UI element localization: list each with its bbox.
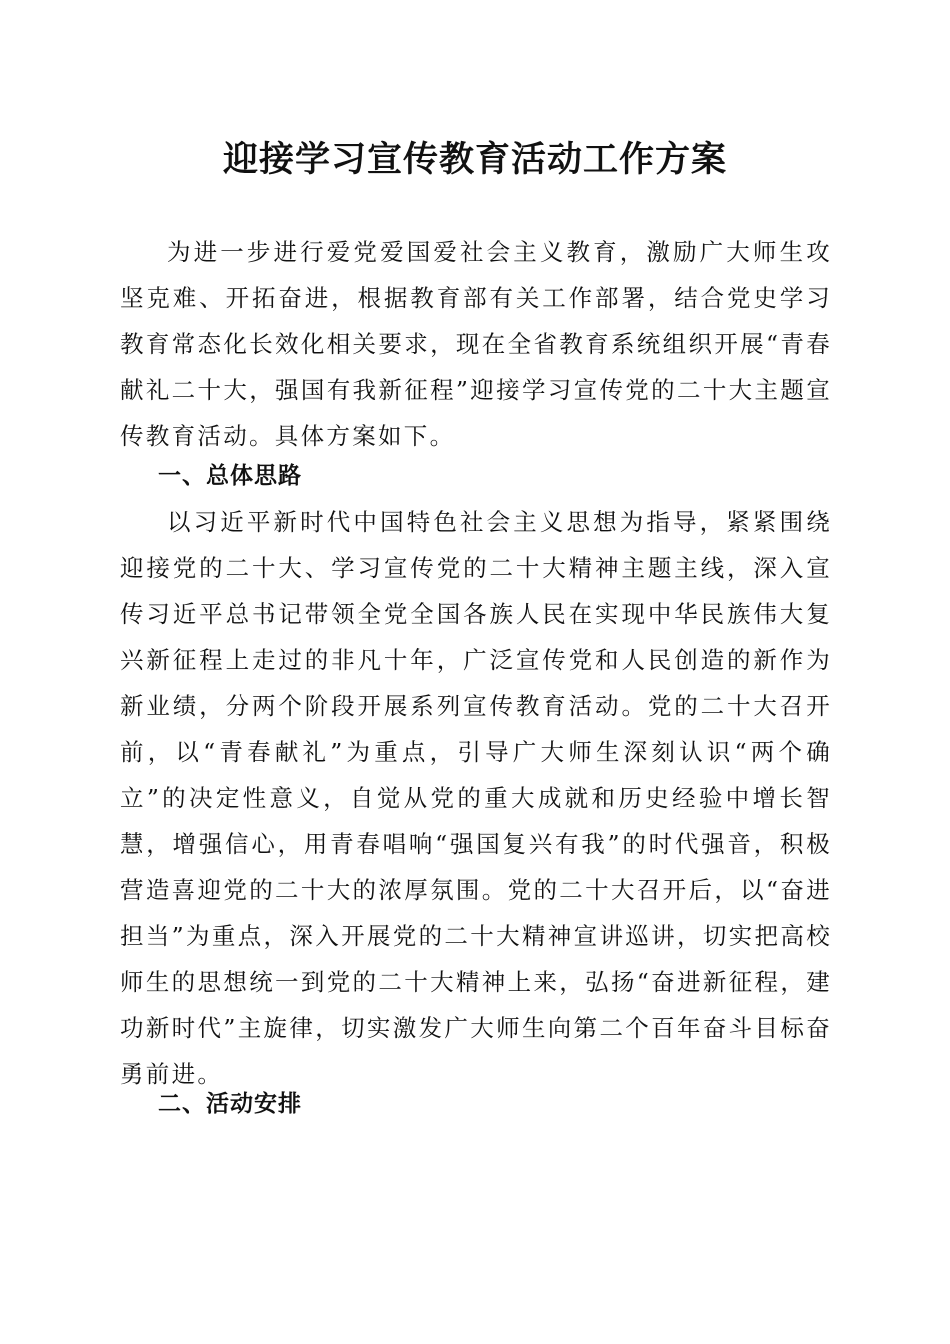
document-title: 迎接学习宣传教育活动工作方案 xyxy=(222,139,727,180)
intro-paragraph: 为进一步进行爱党爱国爱社会主义教育，激励广大师生攻坚克难、开拓奋进，根据教育部有关工作部署，结合党史学习教育常态化长效化相关要求，现在全省教育系统组织开展“青春献礼二十大，强国有我新征程”迎接学习宣传党的二十大主题宣传教育活动。具体方案如下。 xyxy=(120,238,832,450)
section-heading-activity-arrangement: 二、活动安排 xyxy=(158,1091,302,1117)
section-paragraph-overall-approach: 以习近平新时代中国特色社会主义思想为指导，紧紧围绕迎接党的二十大、学习宣传党的二十大精神主题主线，深入宣传习近平总书记带领全党全国各族人民在实现中华民族伟大复兴新征程上走过的非凡十年，广泛宣传党和人民创造的新作为新业绩，分两个阶段开展系列宣传教育活动。党的二十大召开前，以“青春献礼”为重点，引导广大师生深刻认识“两个确立”的决定性意义，自觉从党的重大成就和历史经验中增长智慧，增强信心，用青春唱响“强国复兴有我”的时代强音，积极营造喜迎党的二十大的浓厚氛围。党的二十大召开后，以“奋进担当”为重点，深入开展党的二十大精神宣讲巡讲，切实把高校师生的思想统一到党的二十大精神上来，弘扬“奋进新征程，建功新时代”主旋律，切实激发广大师生向第二个百年奋斗目标奋勇前进。 xyxy=(120,508,833,1088)
section-heading-overall-approach: 一、总体思路 xyxy=(158,463,302,489)
